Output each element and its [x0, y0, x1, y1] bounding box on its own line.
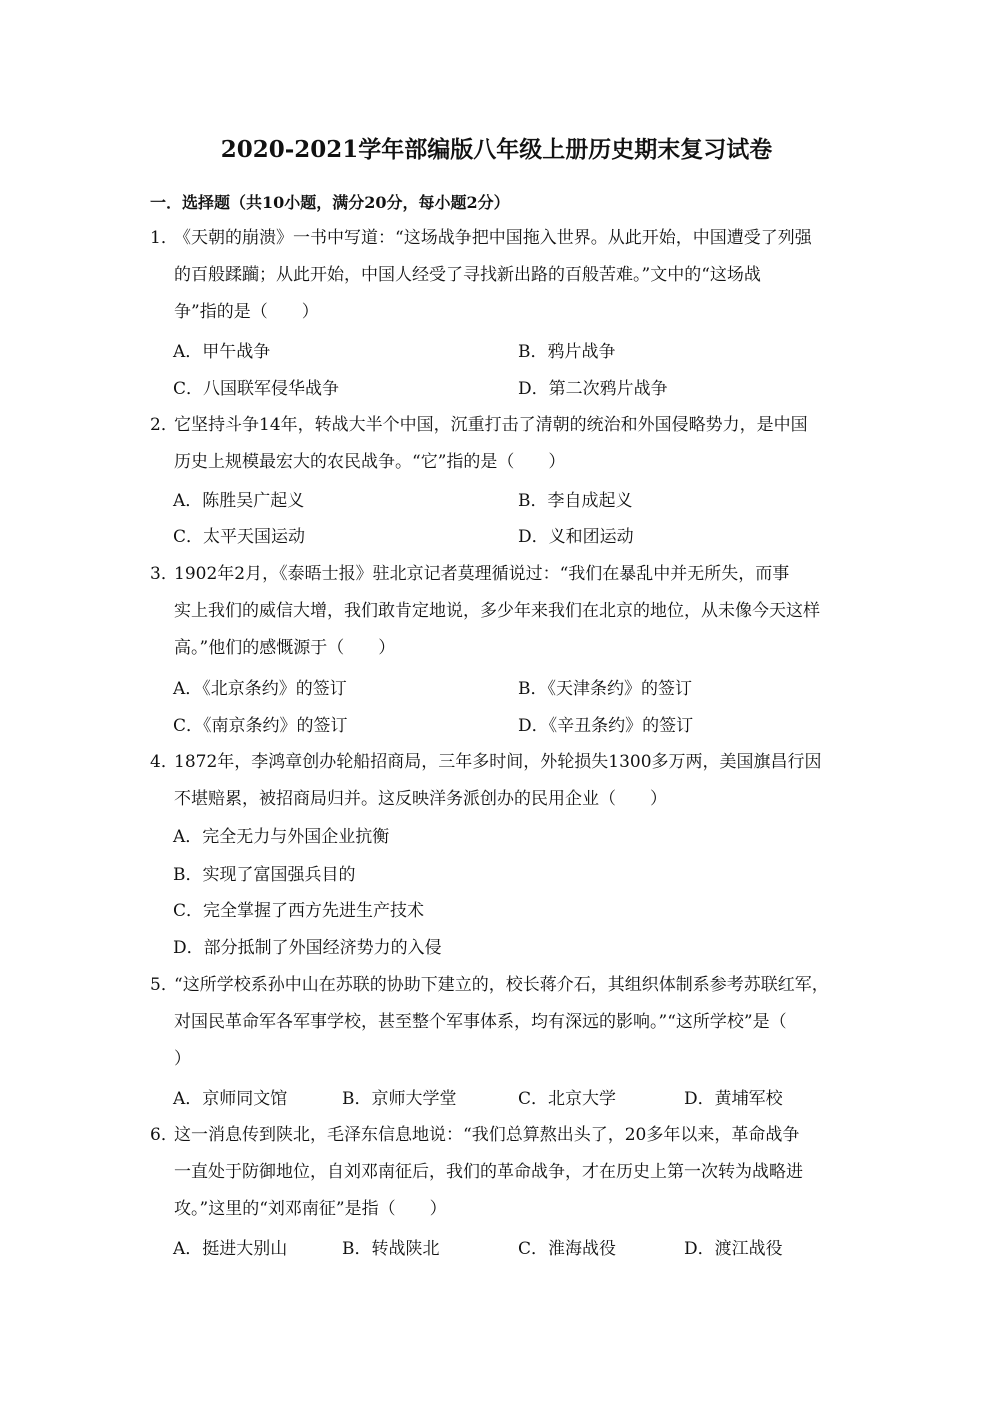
- section-heading: 一．选择题（共10小题，满分20分，每小题2分）: [150, 193, 510, 212]
- stem-line: 历史上规模最宏大的农民战争。“它”指的是（ ）: [174, 452, 566, 472]
- option-a[interactable]: A．京师同文馆: [173, 1089, 288, 1109]
- question-stem: [174, 967, 856, 1078]
- stem-line: 《天朝的崩溃》一书中写道：“这场战争把中国拖入世界。从此开始，中国遭受了列强: [174, 228, 812, 248]
- question-number: 6．: [150, 1125, 178, 1145]
- question-number: 5．: [150, 975, 178, 995]
- stem-line: 1902年2月，《泰晤士报》驻北京记者莫理循说过：“我们在暴乱中并无所失，而事: [174, 564, 790, 584]
- stem-line: 对国民革命军各军事学校，甚至整个军事体系，均有深远的影响。”“这所学校”是（: [174, 1012, 787, 1032]
- stem-line: “这所学校系孙中山在苏联的协助下建立的，校长蒋介石，其组织体制系参考苏联红军，: [174, 975, 829, 995]
- option-c[interactable]: C．完全掌握了西方先进生产技术: [173, 901, 425, 921]
- stem-line: 它坚持斗争14年，转战大半个中国，沉重打击了清朝的统治和外国侵略势力，是中国: [174, 415, 808, 435]
- question-stem: [174, 744, 856, 818]
- option-b[interactable]: B．《天津条约》的签订: [518, 679, 692, 699]
- option-a[interactable]: A．陈胜吴广起义: [173, 491, 305, 511]
- stem-line: 这一消息传到陕北，毛泽东信息地说：“我们总算熬出头了，20多年以来，革命战争: [174, 1125, 800, 1145]
- option-b[interactable]: B．李自成起义: [518, 491, 633, 511]
- question-number: 1．: [150, 228, 178, 248]
- option-c[interactable]: C．淮海战役: [518, 1239, 617, 1259]
- option-b[interactable]: B．转战陕北: [342, 1239, 440, 1259]
- option-a[interactable]: A．完全无力与外国企业抗衡: [173, 827, 390, 847]
- stem-line: 争”指的是（ ）: [174, 302, 319, 322]
- option-d[interactable]: D．部分抵制了外国经济势力的入侵: [173, 938, 442, 958]
- stem-line: 一直处于防御地位，自刘邓南征后，我们的革命战争，才在历史上第一次转为战略进: [174, 1162, 803, 1182]
- option-b[interactable]: B．京师大学堂: [342, 1089, 457, 1109]
- stem-line: 实上我们的威信大增，我们敢肯定地说，多少年来我们在北京的地位，从未像今天这样: [174, 601, 820, 621]
- option-a[interactable]: A．甲午战争: [173, 342, 271, 362]
- stem-line: 的百般蹂躏；从此开始，中国人经受了寻找新出路的百般苦难。”文中的“这场战: [174, 265, 761, 285]
- question-number: 2．: [150, 415, 178, 435]
- stem-line: 不堪赔累，被招商局归并。这反映洋务派创办的民用企业（ ）: [174, 789, 667, 809]
- stem-line: 攻。”这里的“刘邓南征”是指（ ）: [174, 1199, 447, 1219]
- question-number: 3．: [150, 564, 178, 584]
- option-d[interactable]: D．第二次鸦片战争: [518, 379, 668, 399]
- stem-line: 高。”他们的感慨源于（ ）: [174, 638, 396, 658]
- option-c[interactable]: C．《南京条约》的签订: [173, 716, 348, 736]
- option-c[interactable]: C．太平天国运动: [173, 527, 306, 547]
- question-stem: [174, 556, 856, 667]
- option-d[interactable]: D．黄埔军校: [684, 1089, 783, 1109]
- option-b[interactable]: B．鸦片战争: [518, 342, 616, 362]
- option-d[interactable]: D．义和团运动: [518, 527, 634, 547]
- question-stem: [174, 220, 856, 331]
- option-c[interactable]: C．北京大学: [518, 1089, 617, 1109]
- page-title: 2020-2021学年部编版八年级上册历史期末复习试卷: [220, 136, 773, 163]
- option-a[interactable]: A．挺进大别山: [173, 1239, 288, 1259]
- option-a[interactable]: A．《北京条约》的签订: [173, 679, 347, 699]
- option-d[interactable]: D．渡江战役: [684, 1239, 783, 1259]
- question-stem: [174, 1117, 856, 1228]
- stem-line: 1872年，李鸿章创办轮船招商局，三年多时间，外轮损失1300多万两，美国旗昌行因: [174, 752, 822, 772]
- option-d[interactable]: D．《辛丑条约》的签订: [518, 716, 694, 736]
- option-b[interactable]: B．实现了富国强兵目的: [173, 865, 356, 885]
- option-c[interactable]: C．八国联军侵华战争: [173, 379, 340, 399]
- stem-line: ）: [174, 1049, 191, 1069]
- question-number: 4．: [150, 752, 178, 772]
- question-stem: [174, 407, 856, 481]
